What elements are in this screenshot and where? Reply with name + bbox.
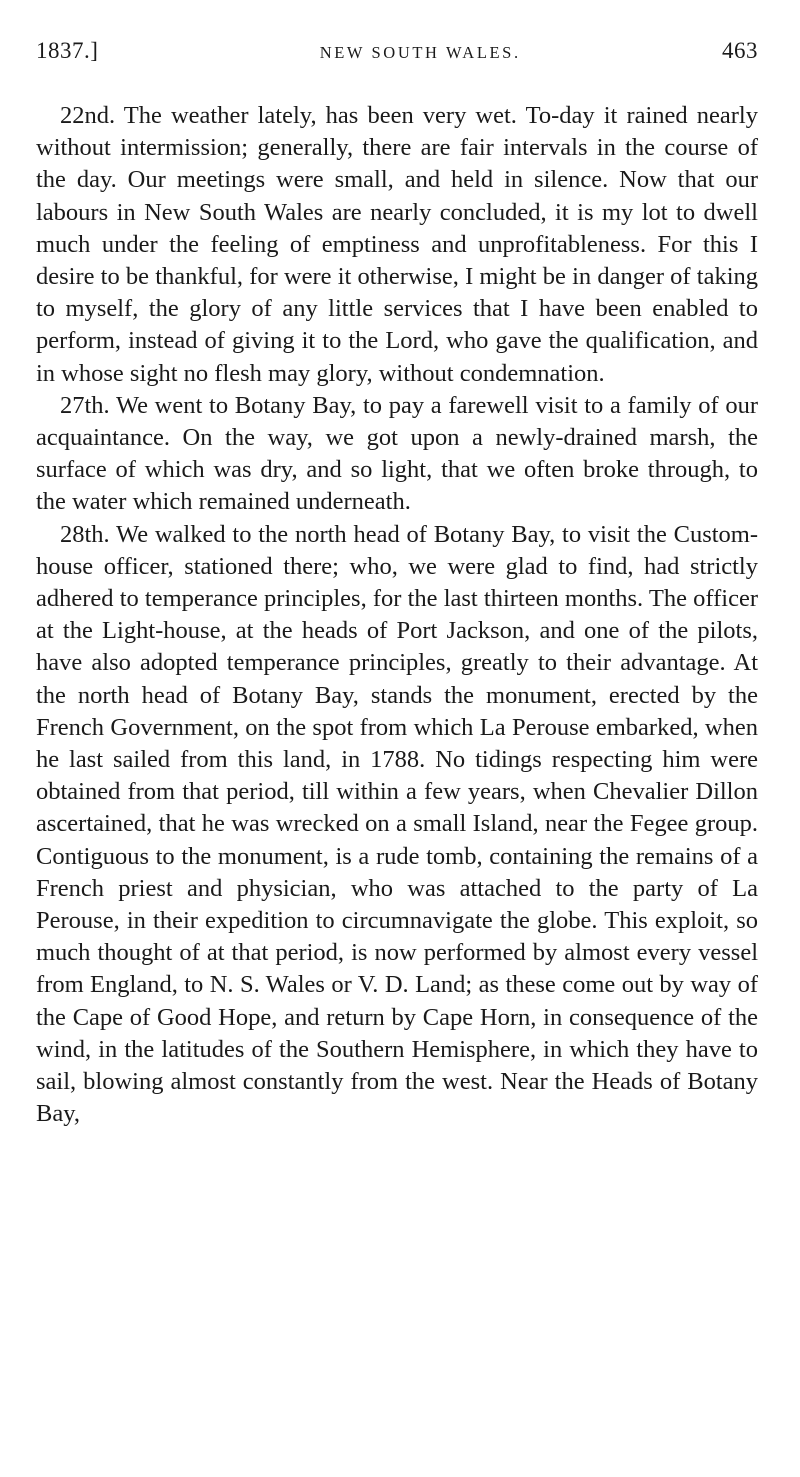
paragraph-28th: 28th. We walked to the north head of Botany Bay, to visit the Custom-house officer, stationed there; who, we were glad to find, had strictly adhered to temperance principles, for the last thirteen months. The officer at the Light-house, at the heads of Port Jackson, and one of the pilots, have also adopted temperance principles, greatly to their advantage. At the north head of Botany Bay, stands the monument, erected by the French Government, on the spot from which La Perouse embarked, when he last sailed from this land, in 1788. No tidings respecting him were obtained from that period, till within a few years, when Chevalier Dillon ascertained, that he was wrecked on a small Island, near the Fegee group. Contiguous to the monument, is a rude tomb, containing the remains of a French priest and physician, who was attached to the party of La Perouse, in their expedition to circumnavigate the globe. This exploit, so much thought of at that period, is now performed by almost every vessel from England, to N. S. Wales or V. D. Land; as these come out by way of the Cape of Good Hope, and return by Cape Horn, in consequence of the wind, in the latitudes of the Southern Hemisphere, in which they have to sail, blowing almost constantly from the west. Near the Heads of Botany Bay, bbox=[36, 520, 758, 1128]
running-head bbox=[36, 38, 758, 78]
body-text bbox=[36, 100, 758, 1131]
paragraph-22nd: 22nd. The weather lately, has been very wet. To-day it rained nearly without intermission; generally, there are fair intervals in the course of the day. Our meetings were small, and held in silence. Now that our labours in New South Wales are nearly concluded, it is my lot to dwell much under the feeling of emptiness and unprofitableness. For this I desire to be thankful, for were it otherwise, I might be in danger of taking to myself, the glory of any little services that I have been enabled to perform, instead of giving it to the Lord, who gave the qualification, and in whose sight no flesh may glory, without condemnation. bbox=[36, 102, 758, 387]
page-number: 463 bbox=[722, 38, 758, 63]
running-head-year: 1837.] bbox=[36, 38, 99, 63]
paragraph-27th: 27th. We went to Botany Bay, to pay a farewell visit to a family of our acquaintance. On the way, we got upon a newly-drained marsh, the surface of which was dry, and so light, that we often broke through, to the water which remained underneath. bbox=[36, 391, 758, 516]
running-head-title: NEW SOUTH WALES. bbox=[319, 43, 521, 62]
book-page bbox=[36, 38, 758, 1131]
